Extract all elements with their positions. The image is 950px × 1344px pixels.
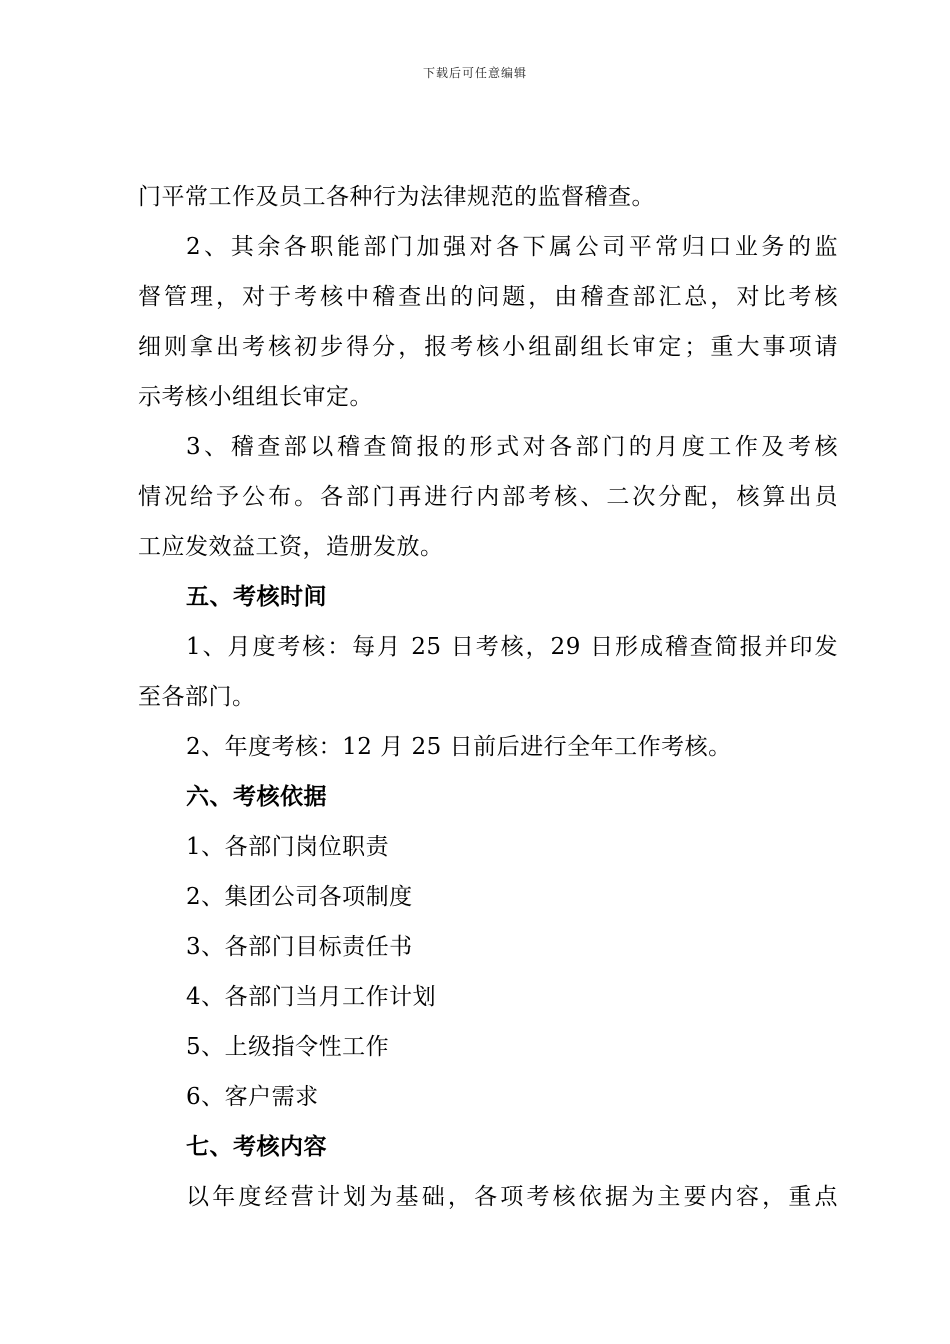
paragraph-line: 至各部门。 — [138, 684, 256, 710]
paragraph-line: 1、月度考核：每月 25 日考核，29 日形成稽查简报并印发 — [186, 634, 838, 660]
paragraph-line: 细则拿出考核初步得分，报考核小组副组长审定；重大事项请 — [138, 334, 838, 360]
paragraph-line: 以年度经营计划为基础，各项考核依据为主要内容，重点 — [186, 1184, 838, 1210]
section-heading: 七、考核内容 — [186, 1134, 327, 1160]
paragraph-line: 5、上级指令性工作 — [186, 1034, 390, 1060]
paragraph-line: 4、各部门当月工作计划 — [186, 984, 437, 1010]
paragraph-line: 督管理，对于考核中稽查出的问题，由稽查部汇总，对比考核 — [138, 284, 838, 310]
paragraph-line: 情况给予公布。各部门再进行内部考核、二次分配，核算出员 — [138, 484, 838, 510]
paragraph-line: 6、客户需求 — [186, 1084, 319, 1110]
page-header: 下载后可任意编辑 — [422, 66, 527, 80]
document-body — [138, 172, 838, 1222]
paragraph-line: 3、稽查部以稽查简报的形式对各部门的月度工作及考核 — [186, 434, 838, 460]
paragraph-line: 示考核小组组长审定。 — [138, 384, 373, 410]
paragraph-line: 工应发效益工资，造册发放。 — [138, 534, 444, 560]
paragraph-line: 2、其余各职能部门加强对各下属公司平常归口业务的监 — [186, 234, 838, 260]
section-heading: 六、考核依据 — [186, 784, 327, 810]
paragraph-line: 2、年度考核：12 月 25 日前后进行全年工作考核。 — [186, 734, 732, 760]
section-heading: 五、考核时间 — [186, 584, 327, 610]
paragraph-line: 2、集团公司各项制度 — [186, 884, 413, 910]
paragraph-line: 门平常工作及员工各种行为法律规范的监督稽查。 — [138, 184, 655, 210]
paragraph-line: 1、各部门岗位职责 — [186, 834, 390, 860]
paragraph-line: 3、各部门目标责任书 — [186, 934, 413, 960]
